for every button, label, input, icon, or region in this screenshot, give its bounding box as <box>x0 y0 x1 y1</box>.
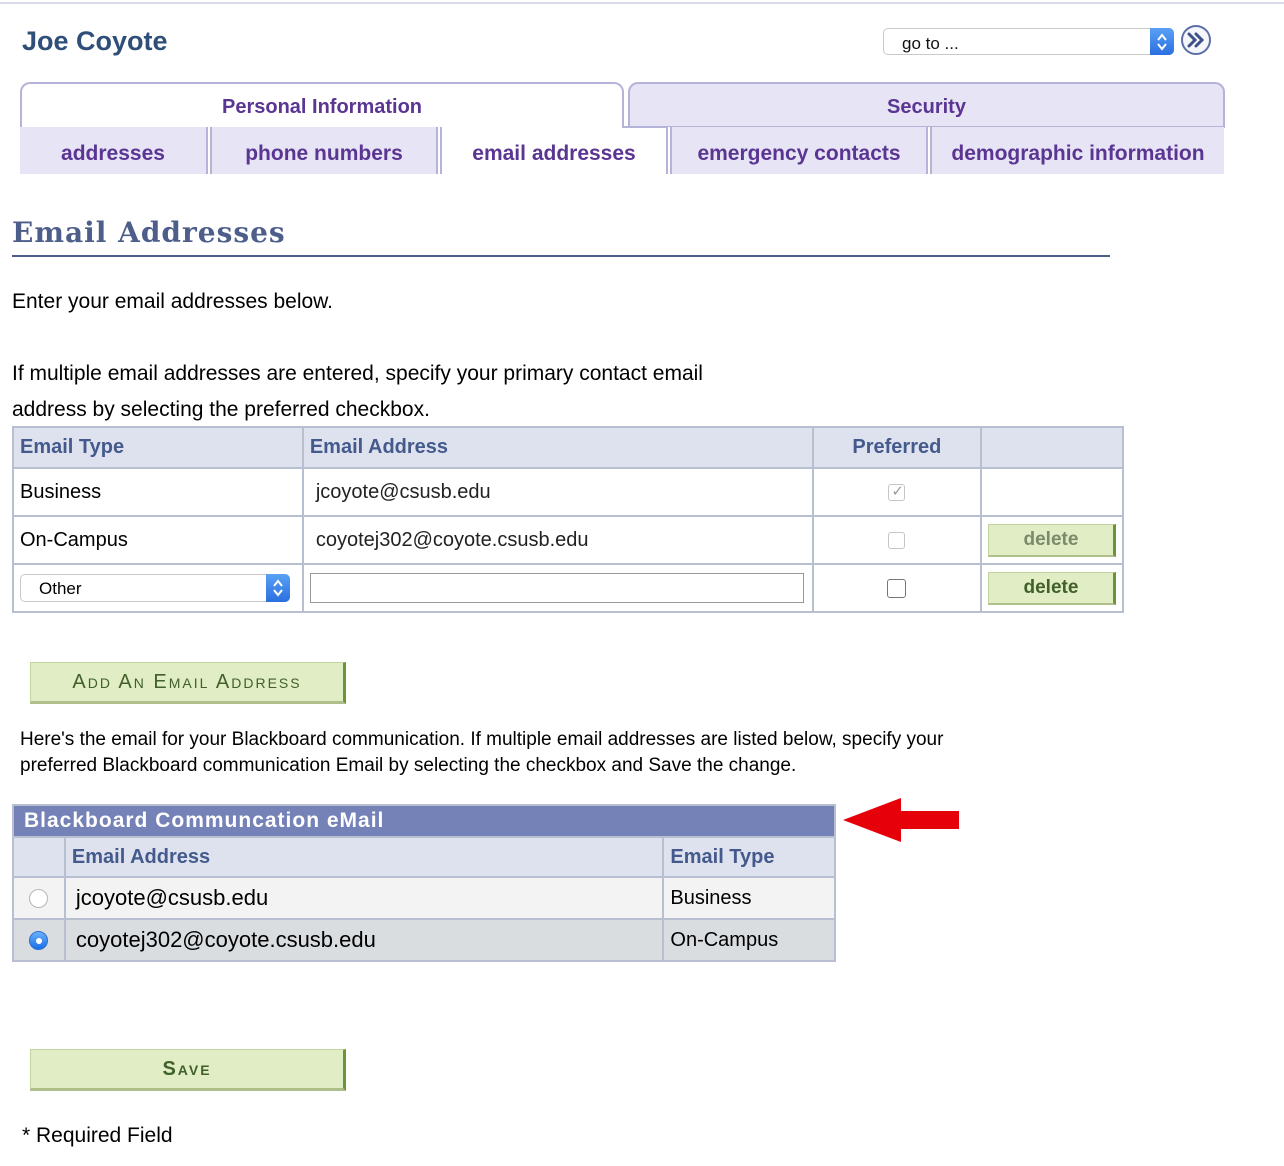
blackboard-description-line2: preferred Blackboard communication Email by selecting the checkbox and Save the change. <box>20 755 797 776</box>
intro-text: Enter your email addresses below. <box>12 290 333 313</box>
preferred-checkbox[interactable] <box>887 579 906 598</box>
subtab-label: phone numbers <box>245 142 403 165</box>
subtab-label: email addresses <box>472 142 636 165</box>
subtab-label: demographic information <box>951 142 1205 165</box>
table-header-row <box>13 837 835 877</box>
email-type-cell: Business <box>13 468 303 516</box>
preferred-cell <box>813 468 981 516</box>
header-email-type: Email Type <box>663 837 835 877</box>
select-cell <box>13 919 65 961</box>
action-cell <box>981 564 1123 612</box>
preferred-cell <box>813 516 981 564</box>
email-type-select-value: Other <box>39 579 82 598</box>
subtab-emergency-contacts[interactable] <box>672 127 926 174</box>
email-address-cell: jcoyote@csusb.edu <box>303 468 813 516</box>
blackboard-email-table <box>12 804 836 962</box>
go-double-chevron-icon[interactable] <box>1180 24 1212 56</box>
red-arrow-annotation-icon <box>843 798 959 842</box>
table-row <box>13 877 835 919</box>
header-email-type: Email Type <box>13 427 303 468</box>
table-row <box>13 919 835 961</box>
email-table <box>12 426 1124 613</box>
goto-select-value: go to ... <box>902 34 959 53</box>
new-email-input[interactable] <box>310 573 804 603</box>
tab-label: Personal Information <box>221 96 423 118</box>
subtab-addresses[interactable] <box>20 127 206 174</box>
instructions-line1: If multiple email addresses are entered, specify your primary contact email <box>12 362 703 385</box>
user-name: Joe Coyote <box>22 26 168 56</box>
email-type-cell: On-Campus <box>13 516 303 564</box>
email-type-select-arrow[interactable] <box>266 574 290 602</box>
blackboard-email-radio[interactable] <box>29 889 48 908</box>
preferred-cell <box>813 564 981 612</box>
add-email-button[interactable]: Add An Email Address <box>30 662 346 704</box>
updown-chevron-icon <box>273 579 283 597</box>
tab-label: Security <box>887 96 966 118</box>
subtab-label: emergency contacts <box>697 142 901 165</box>
blackboard-table-caption: Blackboard Communcation eMail <box>13 805 835 837</box>
table-row <box>13 468 1123 516</box>
table-row <box>13 516 1123 564</box>
goto-select[interactable] <box>883 28 1174 55</box>
action-cell <box>981 516 1123 564</box>
action-cell <box>981 468 1123 516</box>
email-address-cell: coyotej302@coyote.csusb.edu <box>65 919 664 961</box>
required-field-note: * Required Field <box>22 1124 173 1147</box>
blackboard-email-radio[interactable] <box>29 931 48 950</box>
subtab-phone-numbers[interactable] <box>212 127 436 174</box>
tab-personal-information[interactable] <box>20 82 624 128</box>
header-select <box>13 837 65 877</box>
email-type-cell: Business <box>663 877 835 919</box>
header-action <box>981 427 1123 468</box>
subtab-email-addresses[interactable] <box>442 127 666 174</box>
title-divider <box>12 255 1110 257</box>
email-type-cell: On-Campus <box>663 919 835 961</box>
subtab-demographic-information[interactable] <box>932 127 1224 174</box>
email-type-select[interactable] <box>20 574 290 602</box>
top-divider <box>0 2 1284 4</box>
delete-button[interactable]: delete <box>988 524 1116 557</box>
header-email-address: Email Address <box>65 837 664 877</box>
table-header-row <box>13 427 1123 468</box>
preferred-checkbox[interactable] <box>888 532 905 549</box>
subtab-label: addresses <box>61 142 165 165</box>
preferred-checkbox[interactable] <box>888 484 905 501</box>
select-cell <box>13 877 65 919</box>
header-preferred: Preferred <box>813 427 981 468</box>
table-row <box>13 564 1123 612</box>
delete-button[interactable]: delete <box>988 572 1116 605</box>
email-type-cell <box>13 564 303 612</box>
page-title: Email Addresses <box>12 216 286 249</box>
header-email-address: Email Address <box>303 427 813 468</box>
blackboard-description-line1: Here's the email for your Blackboard communication. If multiple email addresses are listed below, specify your <box>20 729 944 750</box>
updown-chevron-icon <box>1157 33 1167 51</box>
instructions-line2: address by selecting the preferred checkbox. <box>12 398 430 421</box>
save-button[interactable]: Save <box>30 1049 346 1091</box>
email-address-cell: jcoyote@csusb.edu <box>65 877 664 919</box>
email-address-cell <box>303 564 813 612</box>
tab-security[interactable] <box>628 82 1225 128</box>
goto-select-arrow[interactable] <box>1150 28 1174 55</box>
email-address-cell: coyotej302@coyote.csusb.edu <box>303 516 813 564</box>
